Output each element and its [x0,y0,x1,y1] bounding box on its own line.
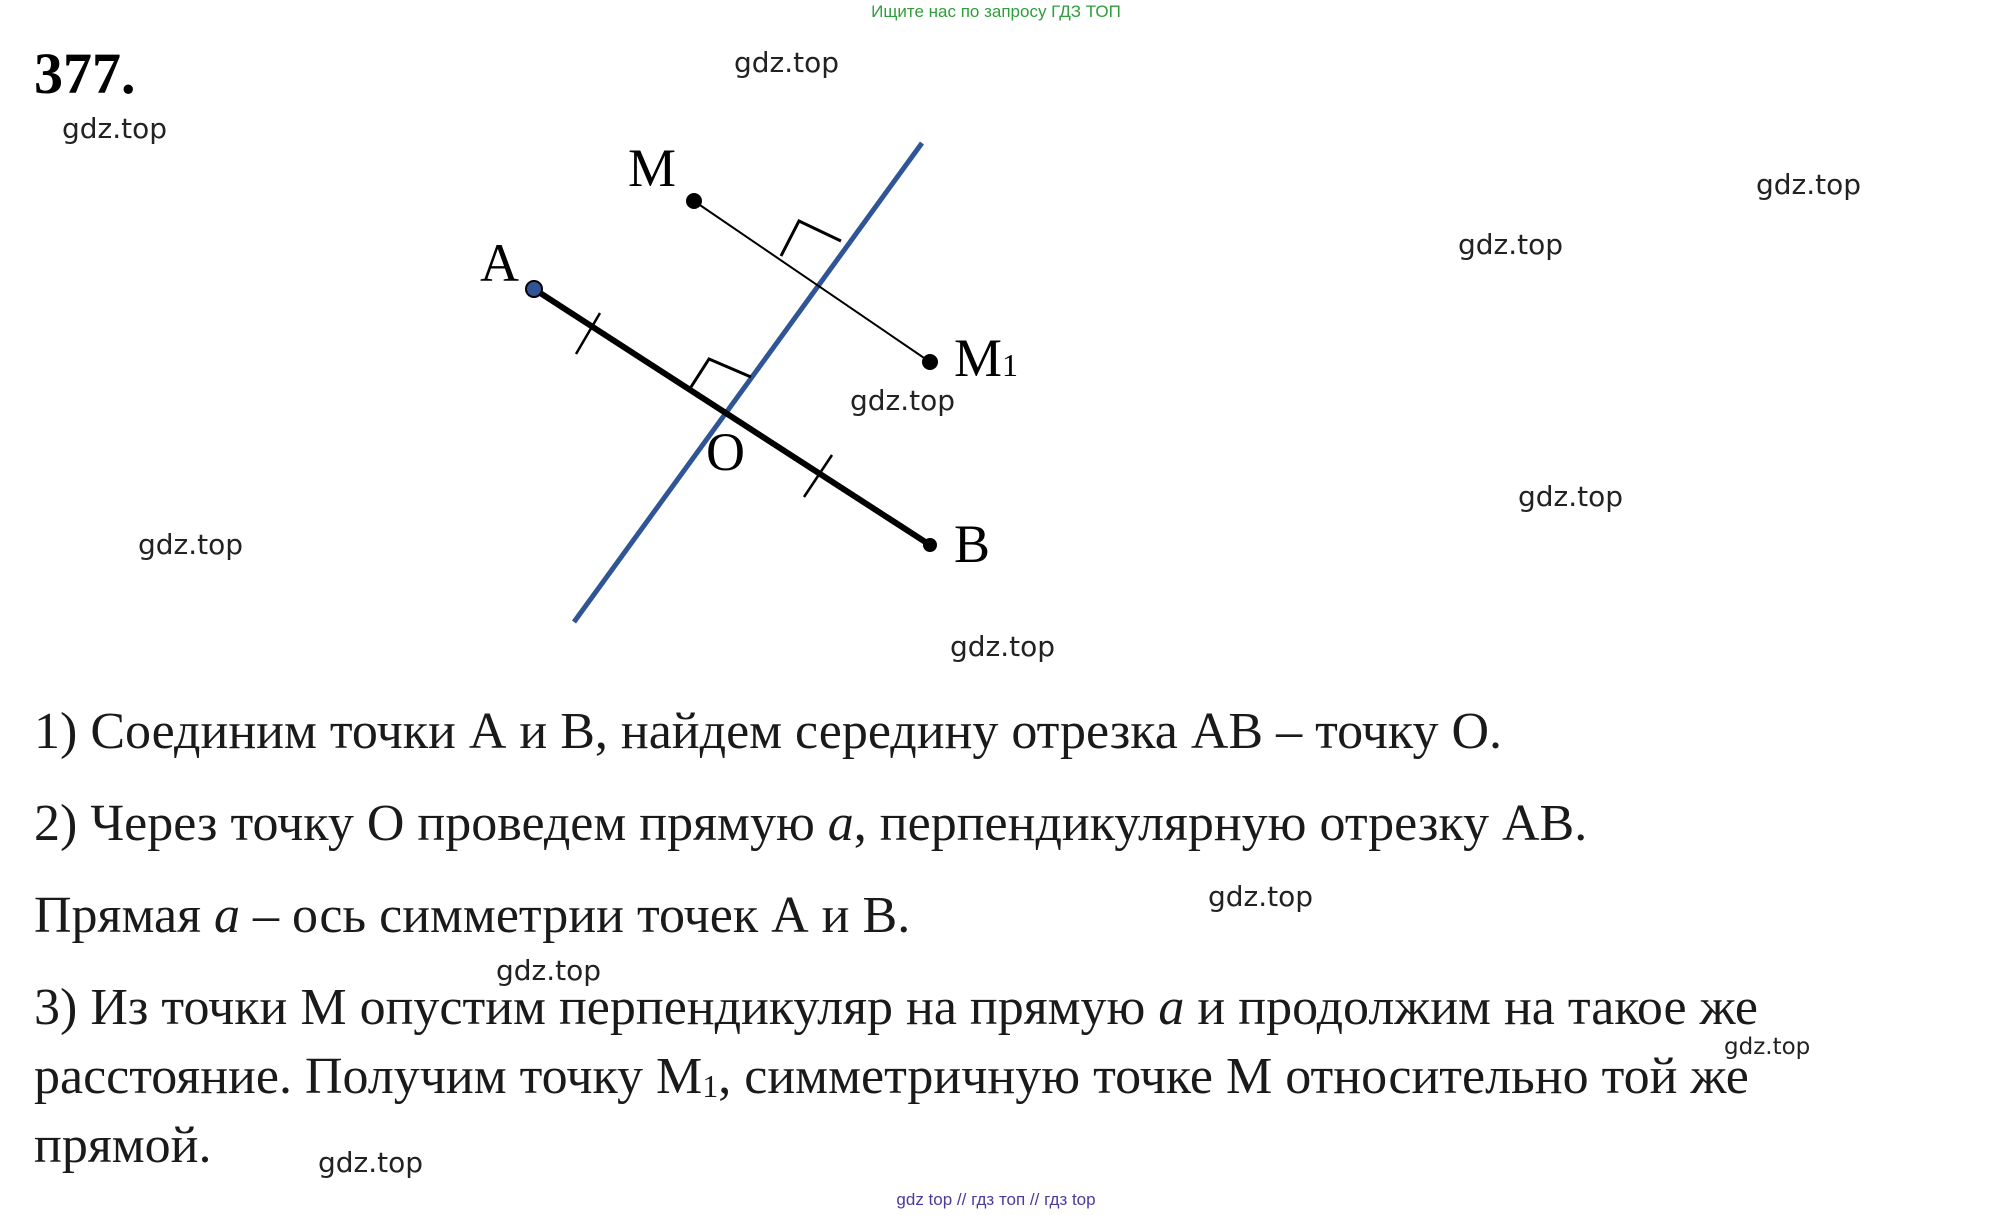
step-3-text: расстояние. Получим точку М [34,1048,703,1105]
label-b: B [954,514,991,574]
watermark: gdz.top [1724,1034,1811,1060]
watermark: gdz.top [496,954,602,987]
line-name-a: a [214,887,241,944]
problem-number: 377. [34,41,136,106]
line-a [574,143,922,622]
symmetry-axis-statement [34,886,910,946]
segment-mm1 [694,201,930,362]
solution-step-3-line-1 [34,978,1758,1038]
label-o: O [706,422,745,482]
statement-text-end: – ось симметрии точек А и В. [240,887,911,944]
label-m1-subscript: 1 [1002,347,1019,383]
step-2-text-end: , перпендикулярную отрезку АВ. [853,795,1588,852]
watermark: gdz.top [1756,168,1862,201]
point-a [526,281,542,297]
step-3-text-end: , симметричную точке М относительно той же [718,1048,1749,1105]
label-m: M [628,138,677,198]
line-name-a: a [827,795,854,852]
search-hint-link[interactable]: Ищите нас по запросу ГДЗ ТОП [871,2,1121,21]
watermark: gdz.top [734,46,840,79]
watermark: gdz.top [1518,480,1624,513]
step-2-text: 2) Через точку О проведем прямую [34,795,828,852]
statement-text: Прямая [34,887,215,944]
watermark: gdz.top [62,112,168,145]
watermark: gdz.top [318,1146,424,1179]
step-3-text-end: и продолжим на такое же [1184,979,1758,1036]
step-3-text: 3) Из точки М опустим перпендикуляр на прямую [34,979,1159,1036]
watermark: gdz.top [850,384,956,417]
watermark: gdz.top [138,528,244,561]
segment-ab [534,289,930,545]
label-m1 [954,328,1018,388]
solution-step-1: 1) Соединим точки А и В, найдем середину отрезка АВ – точку О. [34,703,1503,760]
solution-step-3-line-3: прямой. [34,1117,212,1174]
solution-step-2 [34,794,1587,854]
right-angle-mark-o [691,359,751,387]
footer-links[interactable]: gdz top // гдз топ // гдз top [896,1190,1096,1209]
watermark: gdz.top [1208,880,1314,913]
point-b [923,538,937,552]
point-m [686,193,702,209]
right-angle-mark-m [781,221,841,256]
watermark: gdz.top [1458,228,1564,261]
line-name-a: a [1158,979,1185,1036]
label-a: A [480,233,519,293]
subscript: 1 [702,1068,719,1104]
watermark: gdz.top [950,630,1056,663]
label-m1-base: M [954,328,1003,388]
solution-step-3-line-2 [34,1047,1749,1116]
point-m1 [922,354,938,370]
